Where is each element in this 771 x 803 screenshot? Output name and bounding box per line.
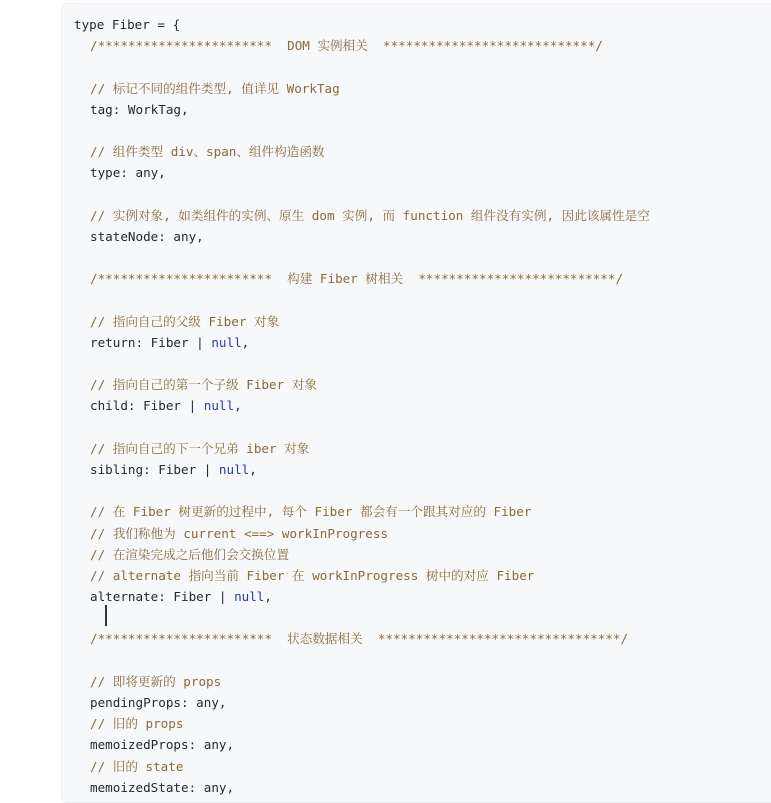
code-line — [74, 162, 650, 183]
code-line — [74, 14, 650, 35]
code-line — [74, 459, 650, 480]
code-line — [74, 777, 650, 798]
code-line — [74, 734, 650, 755]
comment-text: /*********************** 状态数据相关 ********************************/ — [90, 631, 629, 647]
code-token: type Fiber = { — [74, 17, 181, 32]
code-line — [74, 692, 650, 713]
code-comment-line — [74, 311, 650, 332]
keyword-null: null — [211, 334, 242, 350]
code-comment-line — [74, 438, 650, 459]
code-comment-line — [74, 565, 650, 586]
code-token: sibling: Fiber | — [90, 461, 219, 477]
code-comment-line — [74, 35, 650, 56]
comment-text: // 指向自己的父级 Fiber 对象 — [90, 313, 280, 329]
code-line — [74, 395, 650, 416]
keyword-null: null — [203, 398, 235, 414]
keyword-null: null — [218, 461, 250, 477]
code-token: memoizedState: any, — [90, 779, 235, 795]
code-comment-line — [74, 713, 650, 734]
comment-text: /*********************** 构建 Fiber 树相关 **************************/ — [90, 271, 624, 287]
code-comment-line — [74, 374, 650, 395]
blank-line — [74, 56, 650, 77]
blank-line — [74, 353, 650, 374]
blank-line — [74, 650, 650, 671]
code-line — [74, 332, 650, 353]
comment-text: // 实例对象, 如类组件的实例、原生 dom 实例, 而 function 组件没有实例, 因此该属性是空 — [90, 207, 650, 223]
code-line — [74, 99, 650, 120]
comment-text: // 组件类型 div、span、组件构造函数 — [90, 144, 325, 160]
blank-line — [74, 480, 650, 501]
comment-text: // 在渲染完成之后他们会交换位置 — [90, 546, 290, 562]
code-comment-line — [74, 544, 650, 565]
code-comment-line — [74, 78, 650, 99]
keyword-null: null — [234, 589, 265, 605]
code-comment-line — [74, 268, 650, 289]
code-token: , — [234, 398, 242, 414]
text-cursor — [105, 605, 107, 626]
blank-line — [74, 417, 650, 438]
code-comment-line — [74, 501, 650, 522]
code-token: type: any, — [90, 165, 166, 181]
code-comment-line — [74, 141, 650, 162]
code-comment-line — [74, 205, 650, 226]
code-token: return: Fiber | — [90, 334, 212, 350]
code-token: , — [249, 461, 257, 477]
comment-text: // 即将更新的 props — [90, 673, 222, 689]
comment-text: // 标记不同的组件类型, 值详见 WorkTag — [90, 80, 340, 96]
code-comment-line — [74, 628, 650, 649]
code-block — [61, 3, 771, 803]
blank-line — [74, 289, 650, 310]
code-token: tag: WorkTag, — [90, 101, 189, 117]
blank-line — [74, 184, 650, 205]
comment-text: // 指向自己的下一个兄弟 iber 对象 — [90, 440, 310, 456]
code-token: memoizedProps: any, — [90, 737, 235, 753]
comment-text: // alternate 指向当前 Fiber 在 workInProgress 树中的对应 Fiber — [90, 567, 535, 583]
code-token: pendingProps: any, — [90, 695, 227, 710]
code-comment-line — [74, 671, 650, 692]
comment-text: // 我们称他为 current <==> workInProgress — [90, 525, 389, 541]
code-line — [74, 586, 650, 607]
comment-text: // 指向自己的第一个子级 Fiber 对象 — [90, 377, 317, 393]
code-line — [74, 226, 650, 247]
code-lines — [74, 14, 650, 798]
code-token: , — [241, 334, 250, 350]
blank-line — [74, 120, 650, 141]
blank-line — [74, 607, 650, 628]
comment-text: /*********************** DOM 实例相关 ****************************/ — [90, 38, 603, 54]
comment-text: // 旧的 state — [90, 758, 184, 774]
code-token: child: Fiber | — [90, 398, 204, 414]
blank-line — [74, 247, 650, 268]
code-comment-line — [74, 756, 650, 777]
code-token: stateNode: any, — [90, 228, 204, 244]
code-comment-line — [74, 523, 650, 544]
comment-text: // 在 Fiber 树更新的过程中, 每个 Fiber 都会有一个跟其对应的 Fiber — [90, 504, 532, 520]
code-token: , — [264, 589, 272, 605]
code-token: alternate: Fiber | — [90, 589, 235, 605]
comment-text: // 旧的 props — [90, 716, 184, 732]
